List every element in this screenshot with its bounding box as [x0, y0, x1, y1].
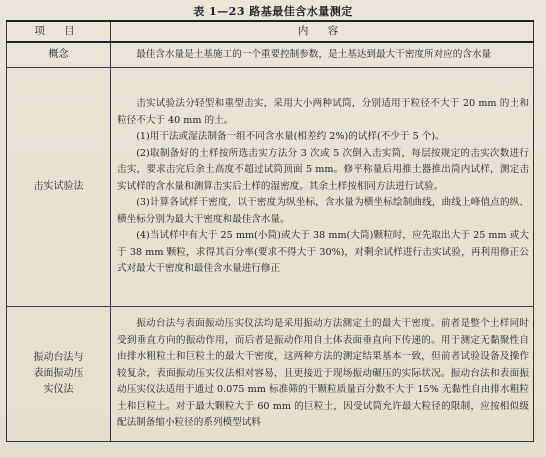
table-row-concept [7, 42, 534, 68]
paragraph: 振动台法与表面振动压实仪法均是采用振动方法测定土的最大干密度。前者是整个土样同时受到垂直方向的振动作用，而后者是振动作用自土体表面垂直向下传递的。用于测定无黏聚性自由排水粗粒土和巨粒土的最大干密度，这两种方法的测定结果基本一致，但前者试验设备及操作较复杂，表面振动压实仪法相对容易，且更接近于现场振动碾压的实际状况。振动台法和表面振动压实仪法适用于通过 0.075 mm 标准筛的干颗粒质量百分数不大于 15% 无黏性自由排水粗粒土和巨粒土。对于最大颗粒大于 60 mm 的巨粒土，因受试筒允许最大粒径的限制，应按相似级配法制备缩小粒径的系列模型试料 [117, 318, 529, 429]
paragraph: 最佳含水量是土基施工的一个重要控制参数，是土基达到最大干密度所对应的含水量 [136, 48, 492, 60]
paragraph: (4)当试样中有大于 25 mm(小筒)或大于 38 mm(大筒)颗粒时，应先取出大于 25 mm 或大于 38 mm 颗粒，求得其百分率(要求不得大于 30%)，对剩余试样进行击实试验，再利用修正公式对最大干密度和最佳含水量进行修正 [117, 230, 529, 275]
table-title: 表 1—23 路基最佳含水量测定 [193, 5, 353, 18]
measurement-table [6, 20, 534, 442]
row-label-compaction-test: 击实试验法 [7, 68, 111, 307]
paragraph: (3)计算各试样干密度，以干密度为纵坐标，含水量为横坐标绘制曲线，曲线上峰值点的纵、横坐标分别为最大干密度和最佳含水量。 [117, 197, 529, 225]
table-row-compaction-test [7, 68, 534, 307]
row-label-vibration-methods [7, 307, 111, 442]
row-content-concept [111, 42, 534, 68]
label-line: 实仪法 [43, 384, 74, 395]
paragraph: (2)取制备好的土样按所选击实方法分 3 次或 5 次倒入击实筒，每层按规定的击实次数进行击实，要求击完后余土高度不超过试筒顶面 5 mm。修平称量后用推土器推出筒内试样，测定击实试样的含水量和测算击实后土样的湿密度。其余土样按相同方法进行试验。 [117, 147, 529, 192]
header-item: 项 目 [7, 21, 111, 42]
paragraph: 击实试验法分轻型和重型击实，采用大小两种试筒，分别适用于粒径不大于 20 mm 的土和粒径不大于 40 mm 的土。 [117, 98, 529, 126]
row-content-vibration-methods [111, 307, 534, 442]
row-content-compaction-test [111, 68, 534, 307]
paragraph: (1)用干法或湿法制备一组不同含水量(相差约 2%)的试样(不少于 5 个)。 [136, 131, 445, 143]
label-line: 表面振动压 [33, 368, 84, 379]
label-line: 振动台法与 [33, 352, 84, 363]
row-label-concept: 概念 [7, 42, 111, 68]
table-header-row [7, 21, 534, 42]
table-row-vibration-methods [7, 307, 534, 442]
header-content: 内 容 [111, 21, 534, 42]
